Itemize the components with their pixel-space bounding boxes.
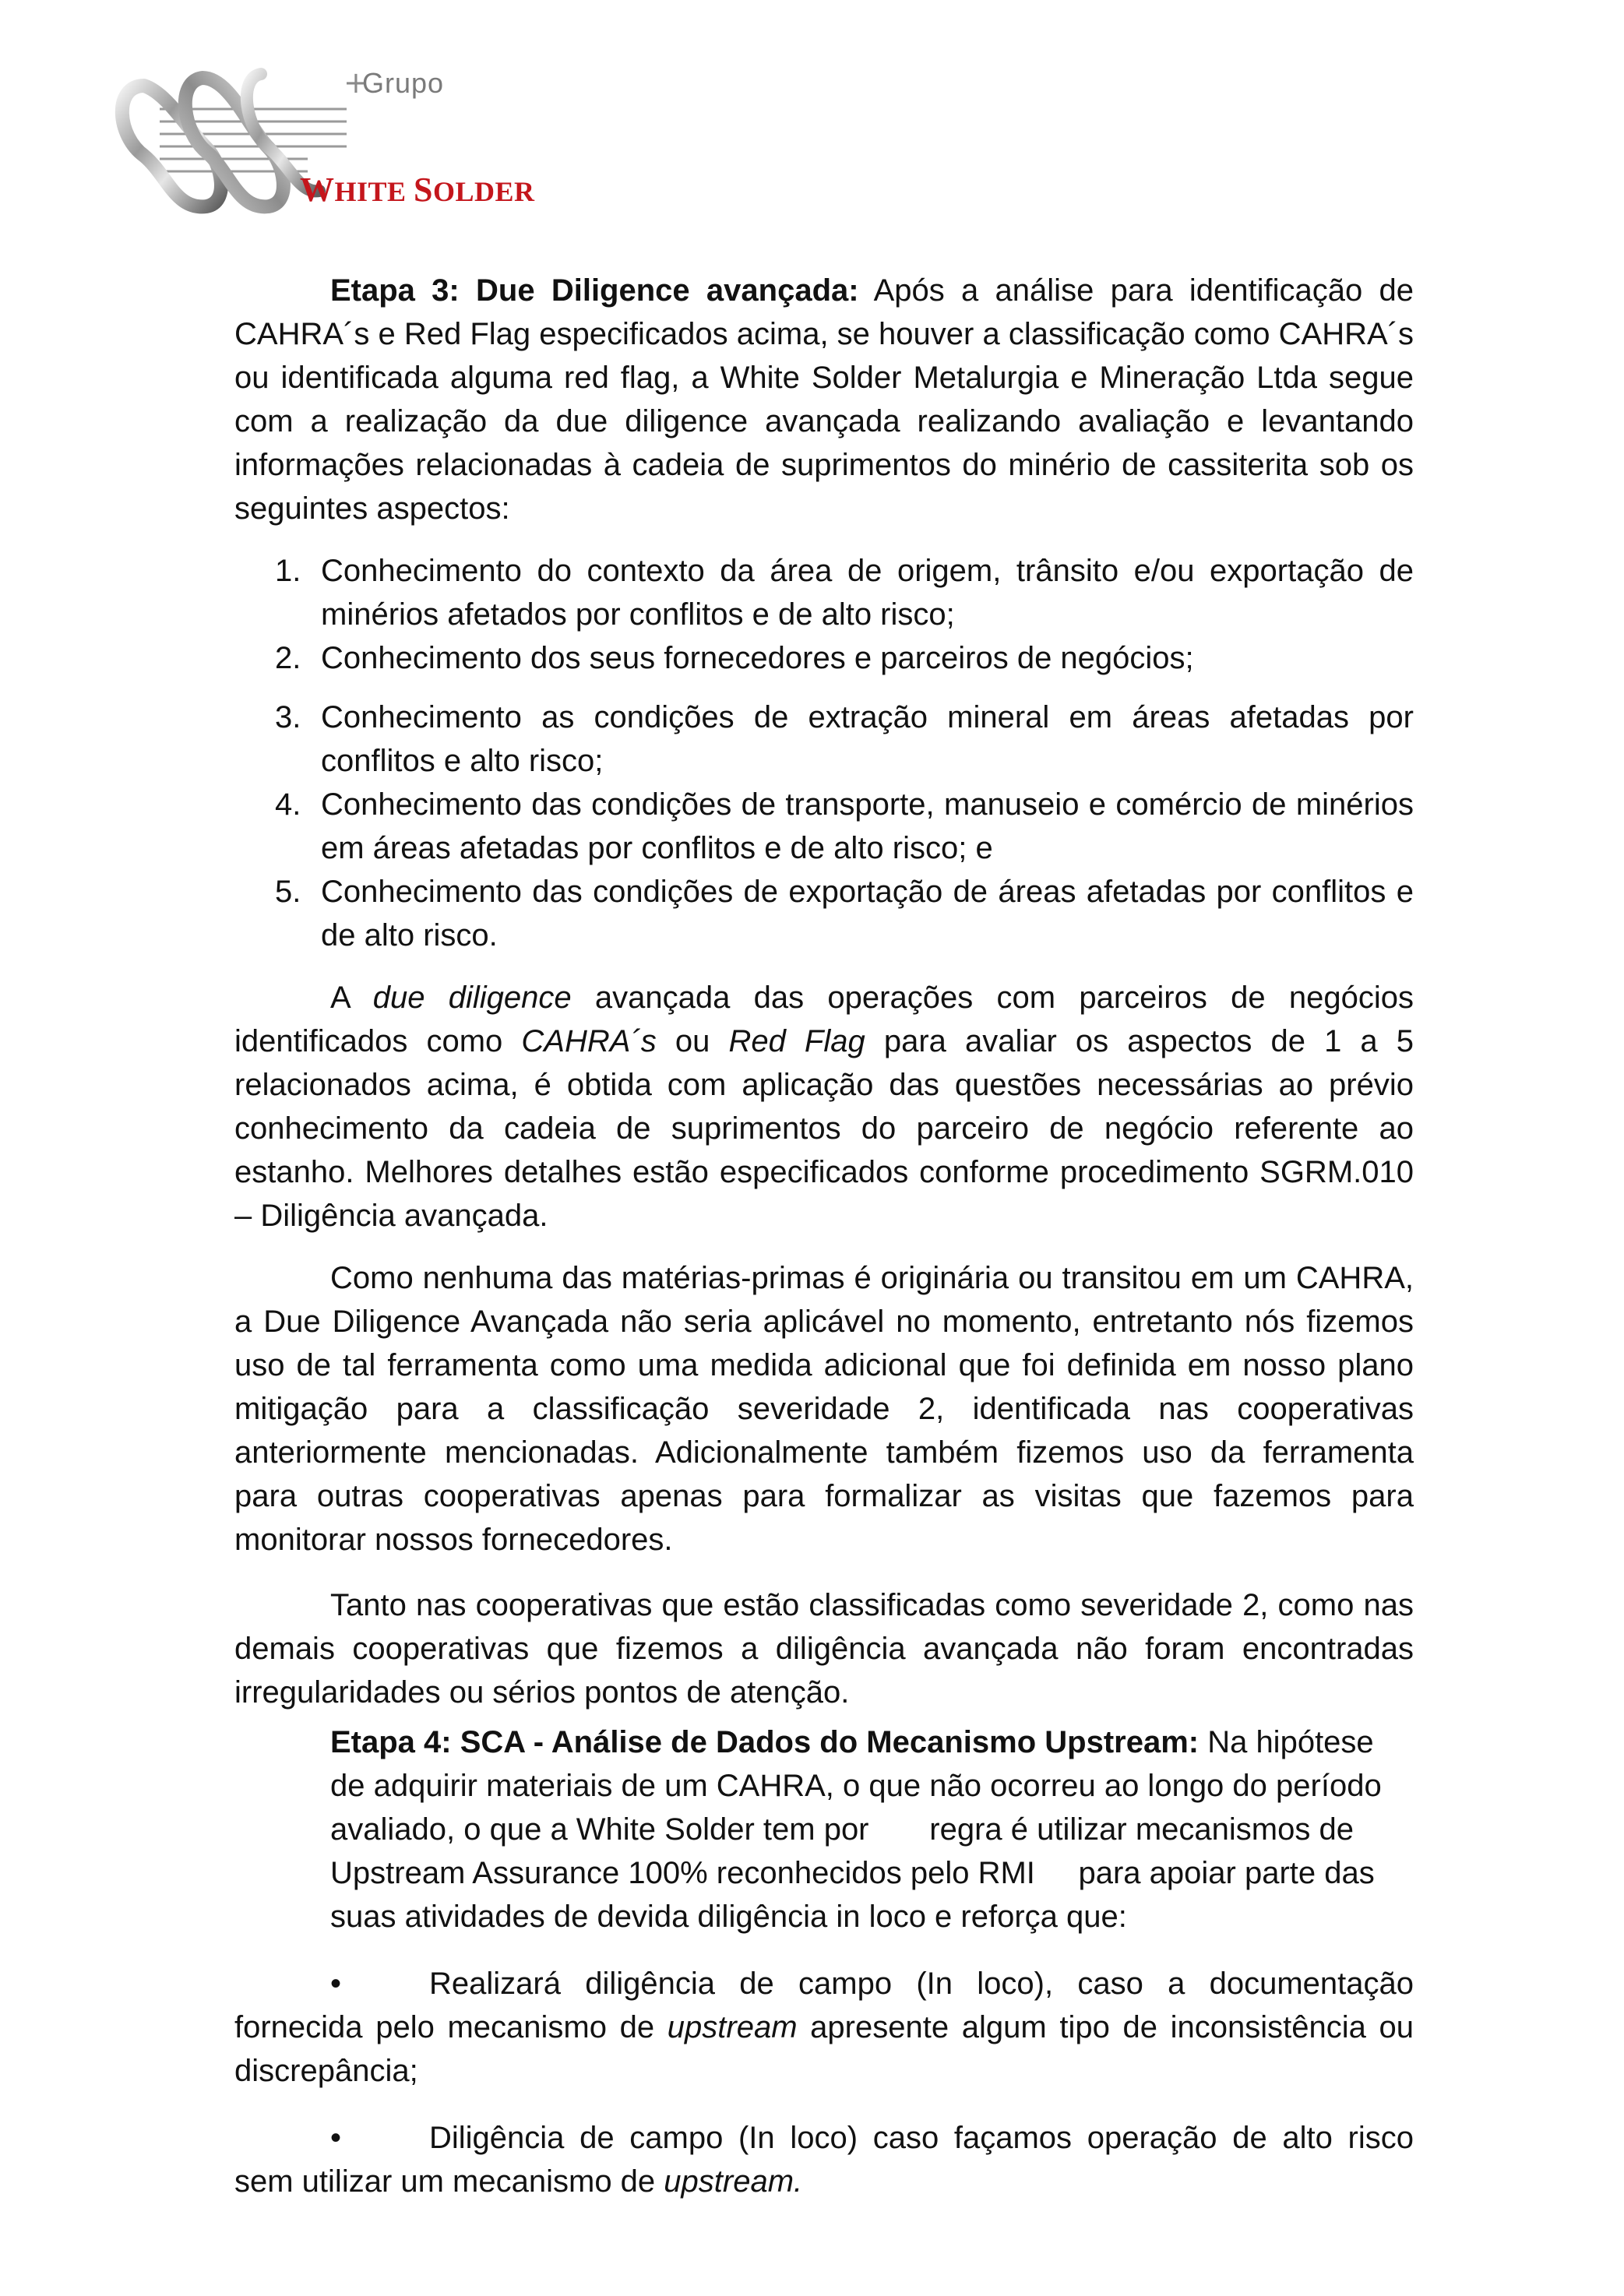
list-item: [234, 870, 1414, 957]
company-logo: [113, 62, 535, 218]
bullet-text: Realizará diligência de campo (In loco), caso a documentação fornecida pelo mecanismo de: [234, 1967, 1414, 2044]
list-item: [234, 695, 1414, 783]
paragraph-text: A: [330, 981, 373, 1015]
logo-plus-sign: +: [343, 65, 368, 100]
etapa3-paragraph: [234, 269, 1414, 530]
bullet-item: [234, 2116, 1414, 2203]
due-diligence-paragraph: [234, 976, 1414, 1238]
list-item: [234, 783, 1414, 870]
logo-grupo-text: Grupo: [362, 67, 445, 99]
list-item-number: 3.: [275, 700, 301, 734]
logo-brand-s: S: [414, 171, 434, 209]
paragraph-italic: CAHRA´s: [521, 1024, 657, 1058]
etapa4-paragraph: [330, 1720, 1414, 1939]
paragraph-text: avançada das operações com parceiros de negócios identificados como: [234, 981, 1414, 1058]
bullet-item: [234, 1962, 1414, 2093]
bullet-italic: upstream.: [664, 2164, 803, 2199]
logo-brand-name: [300, 170, 535, 210]
logo-brand-hite: HITE: [334, 176, 414, 207]
list-item-number: 2.: [275, 641, 301, 675]
list-item-text: Conhecimento das condições de exportação de áreas afetadas por conflitos e de alto risco.: [321, 875, 1414, 953]
list-item-text: Conhecimento do contexto da área de origem, trânsito e/ou exportação de minérios afetados por conflitos e de alto risco;: [321, 554, 1414, 632]
tanto-paragraph: Tanto nas cooperativas que estão classificadas como severidade 2, como nas demais cooperativas que fizemos a diligência avançada não foram encontradas irregularidades ou sérios pontos de atenção.: [234, 1588, 1414, 1710]
bullet-italic: upstream: [667, 2010, 798, 2044]
etapa4-heading: Etapa 4: SCA - Análise de Dados do Mecanismo Upstream:: [330, 1725, 1200, 1759]
document-body: [234, 269, 1414, 2203]
etapa3-text: Após a análise para identificação de CAHRA´s e Red Flag especificados acima, se houver a classificação como CAHRA´s ou identificada alguma red flag, a White Solder Metalurgia e Mineração Ltda segue com a realização da due diligence avançada realizando avaliação e levantando informações relacionadas à cadeia de suprimentos do minério de cassiterita sob os seguintes aspectos:: [234, 273, 1414, 526]
aspects-list: [234, 549, 1414, 957]
list-item-text: Conhecimento as condições de extração mineral em áreas afetadas por conflitos e alto risco;: [321, 700, 1414, 778]
list-item-text: Conhecimento dos seus fornecedores e parceiros de negócios;: [321, 641, 1194, 675]
paragraph-text: ou: [656, 1024, 729, 1058]
list-item-number: 4.: [275, 787, 301, 822]
paragraph-text: para avaliar os aspectos de 1 a 5 relacionados acima, é obtida com aplicação das questões necessárias ao prévio conhecimento da cadeia de suprimentos do parceiro de negócio referente ao estanho. Melhores detalhes estão especificados conforme procedimento SGRM.010 – Diligência avançada.: [234, 1024, 1414, 1233]
bullet-text: Diligência de campo (In loco) caso façamos operação de alto risco sem utilizar um mecanismo de: [234, 2121, 1414, 2199]
bullet-mark: •: [330, 2121, 342, 2155]
logo-brand-older: OLDER: [433, 176, 535, 207]
list-item-number: 5.: [275, 875, 301, 909]
list-item: [234, 549, 1414, 636]
logo-brand-w: W: [300, 171, 335, 209]
como-paragraph: Como nenhuma das matérias-primas é originária ou transitou em um CAHRA, a Due Diligence Avançada não seria aplicável no momento, entretanto nós fizemos uso de tal ferramenta como uma medida adicional que foi definida em nosso plano mitigação para a classificação severidade 2, identificada nas cooperativas anteriormente mencionadas. Adicionalmente também fizemos uso da ferramenta para outras cooperativas apenas para formalizar as visitas que fazemos para monitorar nossos fornecedores.: [234, 1261, 1414, 1557]
bullet-text: apresente algum tipo de inconsistência ou discrepância;: [234, 2010, 1414, 2088]
bullet-mark: •: [330, 1967, 342, 2001]
list-item-text: Conhecimento das condições de transporte, manuseio e comércio de minérios em áreas afetadas por conflitos e de alto risco; e: [321, 787, 1414, 865]
etapa4-text: Na hipótese de adquirir materiais de um CAHRA, o que não ocorreu ao longo do período avaliado, o que a White Solder tem por regra é utilizar mecanismos de Upstream Assurance 100% reconhecidos pelo RMI para apoiar parte das suas atividades de devida diligência in loco e reforça que:: [330, 1725, 1390, 1934]
etapa3-heading: Etapa 3: Due Diligence avançada:: [330, 273, 859, 308]
list-item-number: 1.: [275, 554, 301, 588]
paragraph-italic: due diligence: [372, 981, 572, 1015]
list-item: [234, 636, 1414, 680]
paragraph-italic: Red Flag: [728, 1024, 865, 1058]
